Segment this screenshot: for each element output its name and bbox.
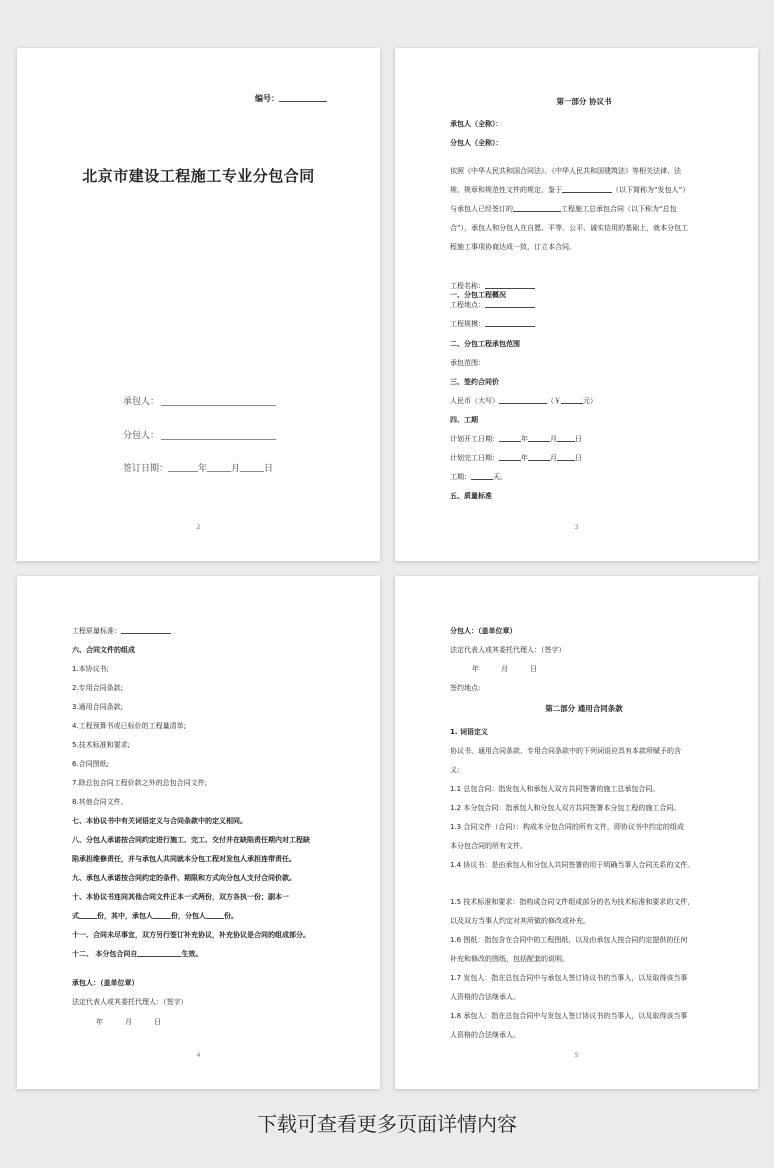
definition-1-4: 1.4 协议书：是由承包人和分包人共同签署的用于明确当事人合同关系的文件。 — [450, 861, 695, 869]
doc-item: 5.技术标准和要求; — [72, 741, 131, 749]
representative-sign: 法定代表人或其委托代理人：（签字） — [450, 646, 566, 654]
clause-7: 七、本协议书中有关词语定义与合同条款中的定义相同。 — [72, 817, 247, 825]
definition-1-8-cont: 人资格的合法继承人。 — [450, 1031, 520, 1039]
document-page-2 — [17, 48, 380, 561]
document-page-4 — [17, 576, 380, 1089]
heading-duration: 四、工期 — [450, 416, 478, 424]
para-line: 与承包人已经签订的 工程施工总承包合同（以下称为“总包 — [450, 205, 677, 213]
agreement-body — [450, 48, 718, 561]
clause-8: 八、分包人承诺按合同约定进行施工、完工、交付并在缺陷责任期内对工程缺 — [72, 836, 310, 844]
definition-1-7: 1.7 发包人：指在总包合同中与承包人签订协议书的当事人，以及取得该当事 — [450, 974, 688, 982]
contractor-line: 承包人： — [123, 394, 276, 407]
heading-documents: 六、合同文件的组成 — [72, 646, 135, 654]
doc-item: 2.专用合同条款; — [72, 684, 124, 692]
clause-10: 十、本协议书连同其他合同文件正本一式两份，双方各执一份；副本一 — [72, 893, 289, 901]
definition-line: 协议书、通用合同条款、专用合同条款中的下列词语应具有本款所赋予的含 — [450, 747, 681, 755]
page-number: 5 — [574, 1052, 579, 1059]
start-date-line: 计划开工日期： 年 月 日 — [450, 435, 582, 443]
definition-1-6-cont: 补充和修改的图纸，包括配套的说明。 — [450, 955, 569, 963]
definition-line: 义: — [450, 766, 460, 774]
clause-10-cont: 式 份，其中，承包人 份，分包人 份。 — [72, 912, 238, 920]
duration-line: 工期： 天。 — [450, 473, 507, 481]
para-line: 规、规章和规范性文件的规定，鉴于 （以下简称为“发包人”） — [450, 186, 690, 194]
sign-date-line: 签订日期： 年 月 日 — [123, 464, 274, 474]
project-name-line: 工程名称： — [450, 280, 718, 292]
subcontractor-line: 分包人： — [123, 428, 276, 441]
doc-item: 7.除总包合同工程价款之外的总包合同文件; — [72, 779, 208, 787]
heading-quality: 五、质量标准 — [450, 492, 492, 500]
para-line: 依照《中华人民共和国合同法》、《中华人民共和国建筑法》等相关法律、法 — [450, 167, 681, 175]
subcontractor-fullname: 分包人（全称）： — [450, 139, 503, 147]
download-more-link[interactable]: 下载可查看更多页面详情内容 — [257, 1112, 517, 1136]
clause-11: 十一、合同未尽事宜，双方另行签订补充协议，补充协议是合同的组成部分。 — [72, 931, 310, 939]
date-line: 年 月 日 — [96, 1018, 161, 1026]
representative-sign: 法定代表人或其委托代理人：（签字） — [72, 998, 188, 1006]
para-line: 合”），承包人和分包人在自愿、平等、公平、诚实信用的基础上，就本分包工 — [450, 224, 689, 232]
heading-definitions: 1. 词语定义 — [450, 728, 488, 736]
document-page-5 — [395, 576, 758, 1089]
quality-line: 工程质量标准： — [72, 625, 340, 637]
serial-blank — [279, 101, 327, 102]
definition-1-1: 1.1 总包合同：指发包人和承包人双方共同签署的施工总承包合同。 — [450, 785, 660, 793]
doc-item: 1.本协议书; — [72, 665, 110, 673]
price-line: 人民币（大写） （￥ 元） — [450, 397, 597, 405]
definition-1-2: 1.2 本分包合同：指承包人和分包人双方共同签署本分包工程的施工合同。 — [450, 804, 681, 812]
page-number: 3 — [574, 524, 579, 531]
sign-place: 签约地点: — [450, 684, 481, 692]
agreement-body-continued — [72, 576, 340, 1089]
definition-1-8: 1.8 承包人：指在总包合同中与发包人签订协议书的当事人，以及取得该当事 — [450, 1012, 688, 1020]
serial-number: 编号： — [255, 93, 327, 104]
scope-line: 承包范围： — [450, 359, 485, 367]
subcontractor-seal: 分包人：（盖单位章） — [450, 627, 517, 635]
date-line: 年 月 日 — [472, 665, 537, 673]
heading-scope: 二、分包工程承包范围 — [450, 340, 520, 348]
contractor-seal: 承包人：（盖单位章） — [72, 979, 139, 987]
contract-title: 北京市建设工程施工专业分包合同 — [82, 167, 315, 185]
definition-1-7-cont: 人资格的合法继承人。 — [450, 993, 520, 1001]
clause-8-cont: 陷承担维修责任，并与承包人共同就本分包工程对发包人承担连带责任。 — [72, 855, 296, 863]
clause-12: 十二、 本分包合同自 生效。 — [72, 950, 203, 958]
doc-item: 6.合同图纸; — [72, 760, 110, 768]
definition-1-3: 1.3 合同文件（合同）：构成本分包合同的所有文件，即协议书中约定的组成 — [450, 823, 684, 831]
general-terms-body — [450, 576, 718, 1089]
page-number: 4 — [196, 1052, 201, 1059]
heading-project-overview: 一、分包工程概况 — [450, 291, 506, 299]
definition-1-3-cont: 本分包合同的所有文件。 — [450, 842, 527, 850]
para-line: 程施工事项协商达成一致，订立本合同。 — [450, 243, 576, 251]
definition-1-5-cont: 以及双方当事人约定对其所做的修改或补充。 — [450, 917, 590, 925]
doc-item: 8.其他合同文件。 — [72, 798, 128, 806]
doc-item: 4.工程预算书或已标价的工程量清单; — [72, 722, 187, 730]
page-number: 2 — [196, 524, 201, 531]
definition-1-5: 1.5 技术标准和要求：指构成合同文件组成部分的名为技术标准和要求的文件， — [450, 898, 695, 906]
end-date-line: 计划完工日期： 年 月 日 — [450, 454, 582, 462]
contractor-fullname: 承包人（全称）： — [450, 120, 503, 128]
section-title: 第一部分 协议书 — [556, 97, 612, 106]
doc-item: 3.通用合同条款; — [72, 703, 124, 711]
definition-1-6: 1.6 图纸：指包含在合同中的工程图纸，以及由承包人按合同约定提供的任何 — [450, 936, 688, 944]
heading-price: 三、签约合同价 — [450, 378, 499, 386]
clause-9: 九、承包人承诺按合同约定的条件、期限和方式向分包人支付合同价款。 — [72, 874, 296, 882]
project-site-line: 工程地点： — [450, 299, 718, 311]
document-page-3 — [395, 48, 758, 561]
project-scale-line: 工程规模： — [450, 318, 718, 330]
section-title: 第二部分 通用合同条款 — [545, 704, 623, 713]
